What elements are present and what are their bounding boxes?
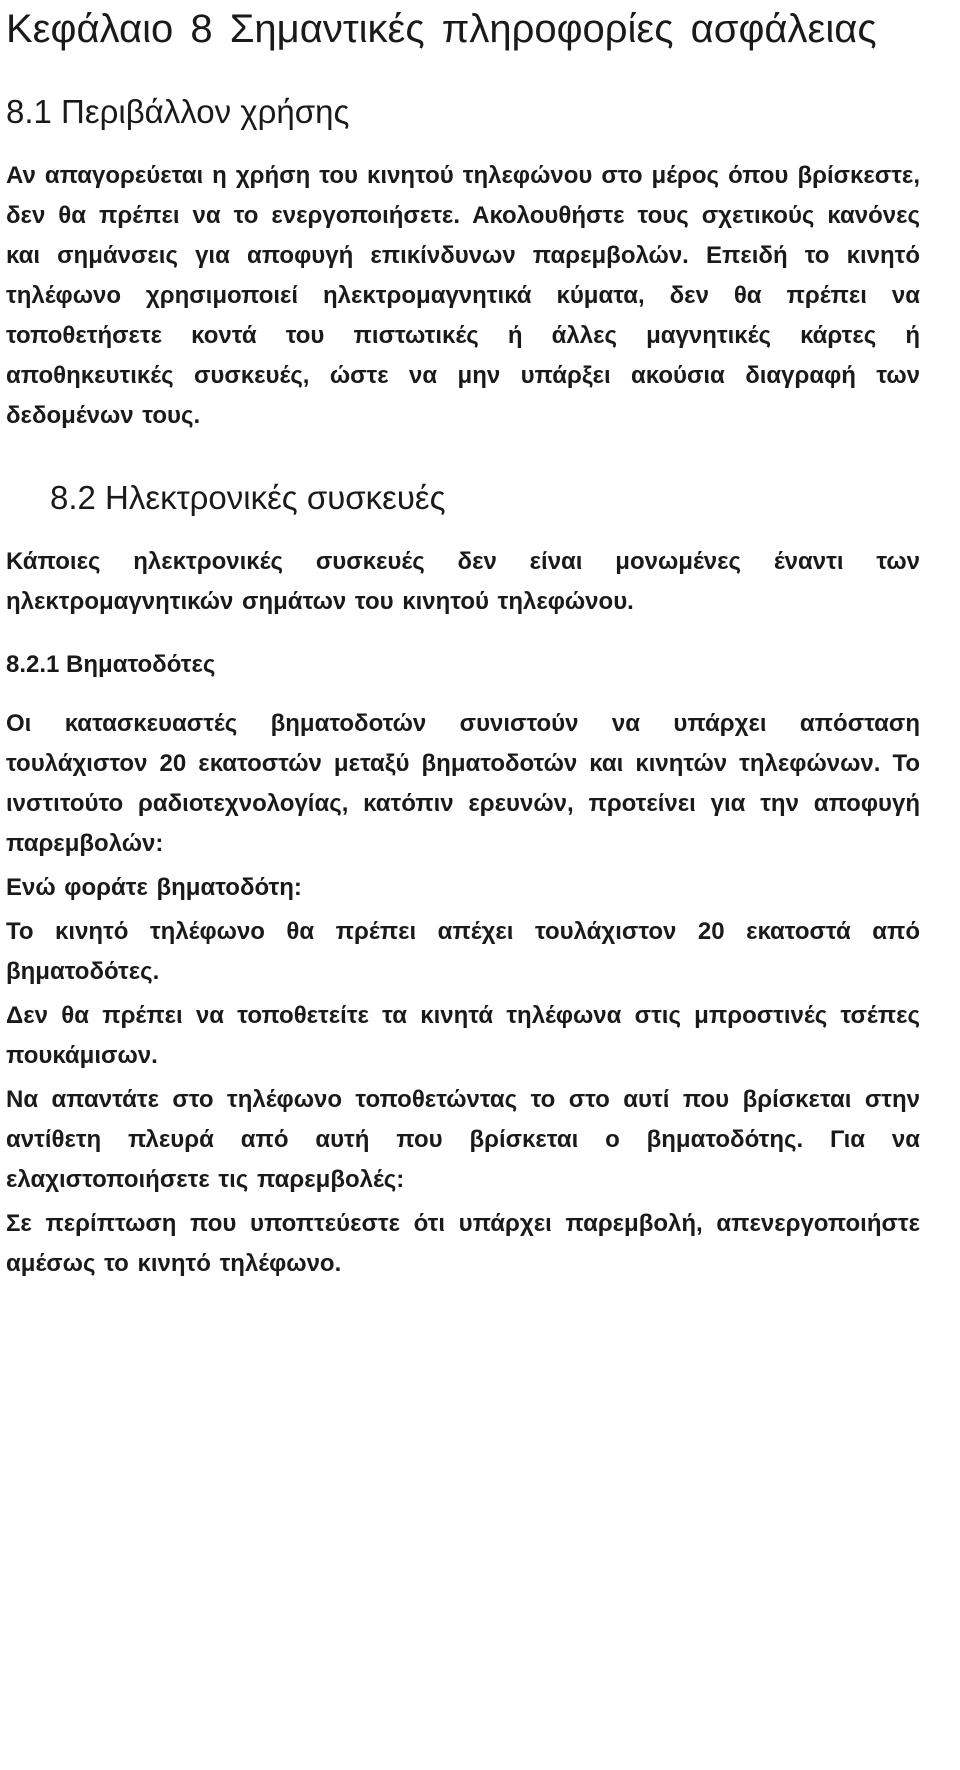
pacemaker-paragraph-3: Το κινητό τηλέφωνο θα πρέπει απέχει τουλάχιστον 20 εκατοστά από βηματοδότες. — [6, 918, 920, 985]
section-8-1-paragraph: Αν απαγορεύεται η χρήση του κινητού τηλεφώνου στο μέρος όπου βρίσκεστε, δεν θα πρέπει να το ενεργοποιήσετε. Ακολουθήστε τους σχετικούς κανόνες και σημάνσεις για αποφυγή επικίνδυνων παρεμβολών. Επειδή το κινητό τηλέφωνο χρησιμοποιεί ηλεκτρομαγνητικά κύματα, δεν θα πρέπει να τοποθετήσετε κοντά του πιστωτικές ή άλλες μαγνητικές κάρτες ή αποθηκευτικές συσκευές, ώστε να μην υπάρξει ακούσια διαγραφή των δεδομένων τους. — [6, 162, 920, 429]
pacemaker-paragraph-4: Δεν θα πρέπει να τοποθετείτε τα κινητά τηλέφωνα στις μπροστινές τσέπες πουκάμισων. — [6, 1002, 920, 1069]
section-8-2-paragraph: Κάποιες ηλεκτρονικές συσκευές δεν είναι μονωμένες έναντι των ηλεκτρομαγνητικών σημάτων του κινητού τηλεφώνου. — [6, 548, 920, 615]
subsection-title-8-2-1: 8.2.1 Βηματοδότες — [6, 651, 216, 678]
pacemaker-paragraph-1: Οι κατασκευαστές βηματοδοτών συνιστούν να υπάρχει απόσταση τουλάχιστον 20 εκατοστών μεταξύ βηματοδοτών και κινητών τηλεφώνων. Το ινστιτούτο ραδιοτεχνολογίας, κατόπιν ερευνών, προτείνει για την αποφυγή παρεμβολών: — [6, 710, 920, 857]
pacemaker-paragraph-2: Ενώ φοράτε βηματοδότη: — [6, 874, 302, 901]
section-title-8-1: 8.1 Περιβάλλον χρήσης — [6, 93, 350, 130]
pacemaker-paragraph-6: Σε περίπτωση που υποπτεύεστε ότι υπάρχει παρεμβολή, απενεργοποιήστε αμέσως το κινητό τηλέφωνο. — [6, 1210, 920, 1277]
chapter-title: Κεφάλαιο 8 Σημαντικές πληροφορίες ασφάλειας — [6, 7, 877, 51]
pacemaker-paragraph-5: Να απαντάτε στο τηλέφωνο τοποθετώντας το στο αυτί που βρίσκεται στην αντίθετη πλευρά από αυτή που βρίσκεται ο βηματοδότης. Για να ελαχιστοποιήσετε τις παρεμβολές: — [6, 1086, 920, 1193]
section-title-8-2: 8.2 Ηλεκτρονικές συσκευές — [50, 479, 446, 516]
